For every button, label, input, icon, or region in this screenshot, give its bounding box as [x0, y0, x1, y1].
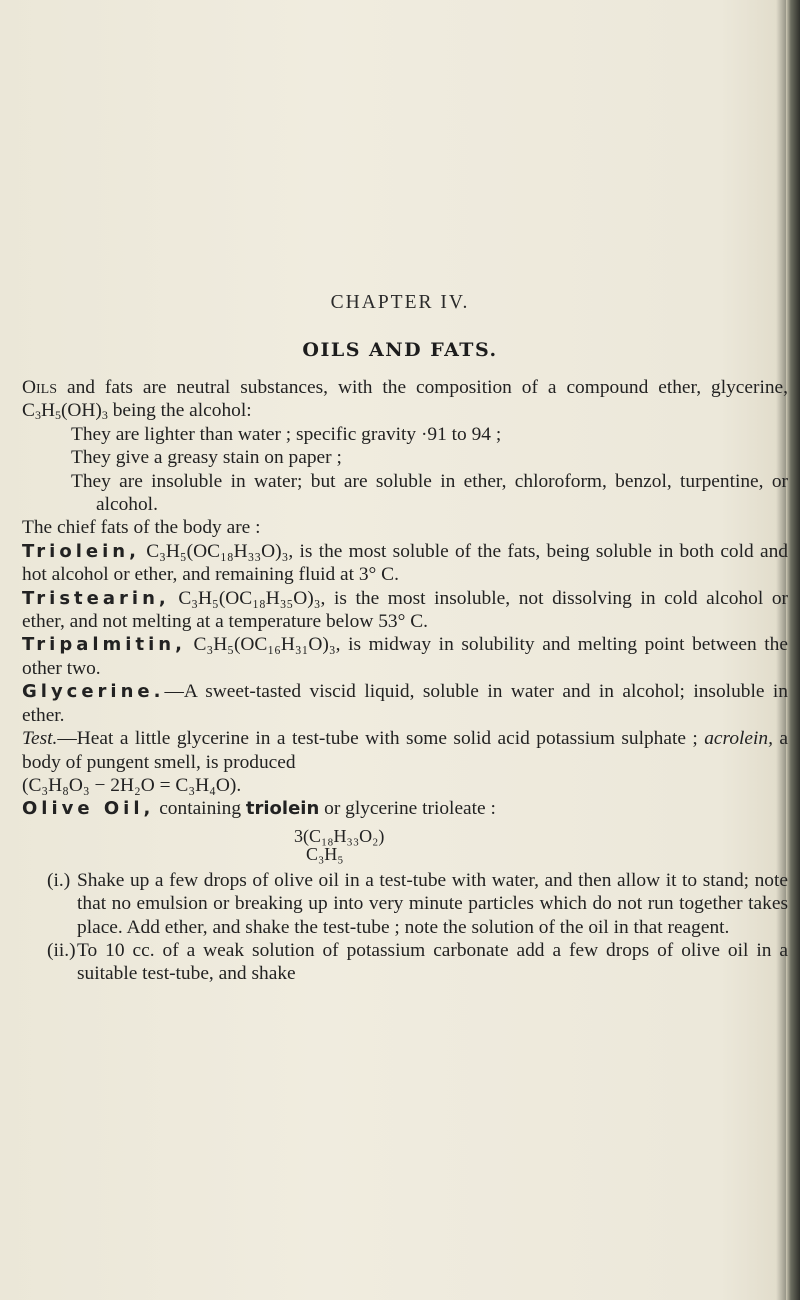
- triolein-name: Triolein,: [22, 540, 140, 562]
- tripalmitin-paragraph: [22, 633, 788, 680]
- glycerine-text: —A sweet-tasted viscid liquid, soluble in water and in alcohol; insoluble in ether.: [22, 681, 788, 726]
- list-item-number: (ii.): [47, 939, 76, 961]
- intro-paragraph: Oils and fats are neutral substances, with the composition of a compound ether, glycerine, $C_3H_5(OH)_3$ being the alcohol:: [22, 377, 788, 423]
- list-item: [47, 939, 788, 986]
- intro-text-a: and fats are neutral substances, with the composition of a compound ether, glycerine, C: [22, 377, 788, 422]
- page-title: OILS AND FATS.: [302, 339, 498, 361]
- olive-triolein-term: triolein: [245, 798, 320, 820]
- trioleate-formula: [22, 827, 788, 863]
- test-label: Test.: [22, 728, 58, 750]
- intro-text-b: H: [40, 400, 55, 422]
- list-item-number: (i.): [47, 869, 71, 891]
- olive-text-b: or glycerine trioleate :: [319, 798, 496, 820]
- intro-text-d: being the alcohol:: [107, 400, 252, 422]
- triolein-paragraph: [22, 540, 788, 587]
- tripalmitin-formula: C₃H₅(OC₁₆H₃₁O)₃,: [193, 634, 341, 656]
- tripalmitin-text: is midway in solubility and melting point between the other two.: [22, 634, 788, 679]
- triolein-text: is the most soluble of the fats, being soluble in both cold and hot alcohol or ether, and remaining fluid at 3° C.: [22, 540, 788, 586]
- olive-oil-paragraph: [22, 797, 788, 820]
- list-item-text: Shake up a few drops of olive oil in a test-tube with water, and then allow it to stand; note that no emulsion or breaking up into very minute particles which do not run together takes place. Add ether, and shake the test-tube ; note the solution of the oil in that reagent.: [77, 869, 788, 938]
- tripalmitin-name: Tripalmitin,: [22, 634, 186, 656]
- chapter-heading: CHAPTER IV.: [330, 292, 470, 313]
- property-line-1: They are lighter than water ; specific gravity ·91 to 94 ;: [71, 423, 502, 445]
- tristearin-text: is the most insoluble, not dissolving in cold alcohol or ether, and not melting at a temperature below 53° C.: [22, 587, 788, 633]
- glycerine-paragraph: [22, 680, 788, 727]
- tristearin-name: Tristearin,: [22, 587, 170, 609]
- acrolein-term: acrolein,: [704, 728, 773, 750]
- chief-fats-heading: The chief fats of the body are :: [22, 517, 261, 539]
- experiment-list: [22, 869, 788, 986]
- intro-lead: Oils: [22, 377, 58, 398]
- book-edge-shadow: [786, 0, 800, 1300]
- test-text-b: a body of pungent smell, is produced: [22, 728, 788, 773]
- list-item-text: To 10 cc. of a weak solution of potassium carbonate add a few drops of olive oil in a suitable test-tube, and shake: [77, 939, 788, 985]
- text-body: [22, 376, 788, 986]
- property-line-2: They give a greasy stain on paper ;: [71, 447, 342, 469]
- glycerine-name: Glycerine.: [22, 681, 165, 703]
- list-item: [47, 869, 788, 939]
- olive-oil-name: Olive Oil,: [22, 798, 155, 820]
- intro-text-c: (OH): [60, 400, 102, 422]
- tristearin-paragraph: [22, 587, 788, 634]
- triolein-formula: C₃H₅(OC₁₈H₃₃O)₃,: [146, 540, 294, 562]
- test-text-a: —Heat a little glycerine in a test-tube with some solid acid potassium sulphate ;: [57, 728, 705, 750]
- test-paragraph: [22, 727, 788, 797]
- test-equation: (C₃H₈O₃ − 2H₂O = C₃H₄O).: [22, 774, 242, 796]
- formula-bottom: C₃H₅: [306, 843, 344, 864]
- formula-top: 3(C₁₈H₃₃O₂): [294, 825, 385, 846]
- olive-text-a: containing: [154, 798, 246, 820]
- tristearin-formula: C₃H₅(OC₁₈H₃₅O)₃,: [178, 587, 326, 609]
- property-line-3: They are insoluble in water; but are soluble in ether, chloroform, benzol, turpentine, or alcohol.: [71, 470, 788, 516]
